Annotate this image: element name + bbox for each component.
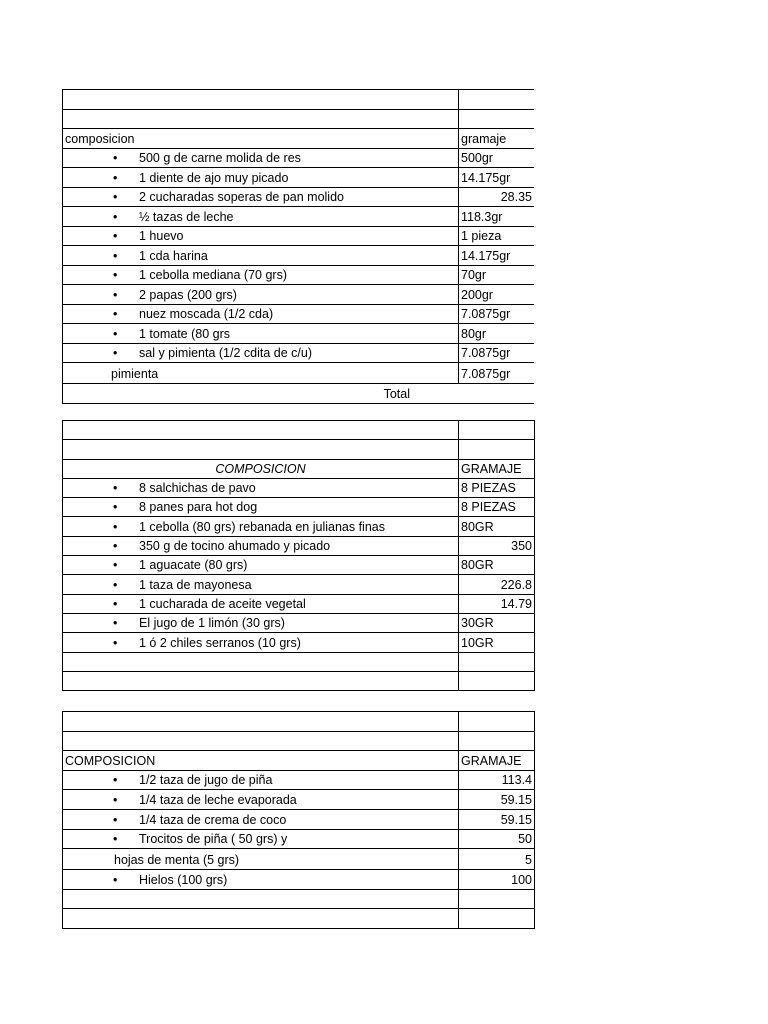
ingredient-cell[interactable] <box>63 343 459 363</box>
ingredient-text: 8 salchichas de pavo <box>139 481 256 496</box>
cell[interactable] <box>459 909 535 929</box>
total-row <box>63 384 535 404</box>
cell[interactable] <box>459 652 535 671</box>
weight-cell[interactable]: 118.3gr <box>459 207 535 227</box>
weight-cell[interactable]: 7.0875gr <box>459 304 535 324</box>
table-row <box>63 633 535 652</box>
empty-row <box>63 712 535 732</box>
bullet-icon: • <box>113 773 118 788</box>
ingredient-text: 1 cda harina <box>139 248 208 263</box>
table-row <box>63 363 535 384</box>
recipe-table-2 <box>62 420 535 691</box>
empty-row <box>63 671 535 690</box>
empty-row <box>63 889 535 909</box>
cell[interactable] <box>63 909 459 929</box>
cell[interactable] <box>459 440 535 459</box>
bullet-icon: • <box>113 792 118 807</box>
bullet-icon: • <box>113 539 118 554</box>
weight-cell[interactable]: 80GR <box>459 556 535 575</box>
table-row <box>63 870 535 890</box>
weight-cell[interactable]: 7.0875gr <box>459 363 535 384</box>
weight-cell[interactable]: 7.0875gr <box>459 343 535 363</box>
table-row <box>63 498 535 517</box>
ingredient-cell[interactable] <box>63 809 459 829</box>
ingredient-cell[interactable] <box>63 556 459 575</box>
header-row <box>63 129 535 149</box>
ingredient-text: 1/4 taza de crema de coco <box>139 812 287 827</box>
ingredient-cell[interactable] <box>63 265 459 285</box>
bullet-icon: • <box>113 209 118 224</box>
weight-header[interactable]: gramaje <box>459 129 535 149</box>
ingredient-cell[interactable] <box>63 478 459 497</box>
bullet-icon: • <box>113 872 118 887</box>
weight-cell[interactable]: 14.175gr <box>459 168 535 188</box>
table-row <box>63 770 535 790</box>
table-row <box>63 168 535 188</box>
ingredient-cell[interactable] <box>63 168 459 188</box>
ingredient-text: 1 cucharada de aceite vegetal <box>139 596 306 611</box>
bullet-icon: • <box>113 481 118 496</box>
table-row <box>63 343 535 363</box>
ingredient-text: 1 diente de ajo muy picado <box>139 170 289 185</box>
weight-cell[interactable]: 5 <box>459 849 535 870</box>
ingredient-text: 1 cebolla (80 grs) rebanada en julianas finas <box>139 519 385 534</box>
cell[interactable] <box>63 90 459 110</box>
weight-cell[interactable]: 28.35 <box>459 187 535 207</box>
ingredient-cell[interactable] <box>63 536 459 555</box>
weight-cell[interactable]: 14.175gr <box>459 246 535 266</box>
total-label[interactable]: Total <box>63 384 535 404</box>
ingredient-text: 1 ó 2 chiles serranos (10 grs) <box>139 635 301 650</box>
ingredient-text: 1 aguacate (80 grs) <box>139 558 248 573</box>
bullet-icon: • <box>113 558 118 573</box>
ingredient-text: 1/2 taza de jugo de piña <box>139 773 273 788</box>
ingredient-cell[interactable] <box>63 246 459 266</box>
table-row <box>63 478 535 497</box>
ingredient-cell[interactable] <box>63 770 459 790</box>
ingredient-text: 500 g de carne molida de res <box>139 151 301 165</box>
table-row <box>63 790 535 810</box>
bullet-icon: • <box>113 577 118 592</box>
bullet-icon: • <box>113 346 118 360</box>
table-row <box>63 575 535 594</box>
weight-cell[interactable]: 59.15 <box>459 790 535 810</box>
weight-cell[interactable]: 500gr <box>459 148 535 168</box>
ingredient-text: 8 panes para hot dog <box>139 500 258 515</box>
weight-cell[interactable]: 70gr <box>459 265 535 285</box>
table-row <box>63 536 535 555</box>
bullet-icon: • <box>113 326 118 341</box>
table-row <box>63 324 535 344</box>
table-row <box>63 148 535 168</box>
ingredient-cell[interactable] <box>63 187 459 207</box>
weight-cell[interactable]: 226.8 <box>459 575 535 594</box>
cell[interactable] <box>63 440 459 459</box>
ingredient-cell[interactable] <box>63 613 459 632</box>
weight-cell[interactable]: 80GR <box>459 517 535 536</box>
bullet-icon: • <box>113 287 118 302</box>
weight-header[interactable]: GRAMAJE <box>459 459 535 478</box>
empty-row <box>63 90 535 110</box>
empty-row <box>63 909 535 929</box>
ingredient-text: 2 papas (200 grs) <box>139 287 237 302</box>
bullet-icon: • <box>113 268 118 282</box>
recipe-table-1 <box>62 89 534 404</box>
ingredient-cell[interactable] <box>63 207 459 227</box>
recipe-table-3 <box>62 711 535 929</box>
empty-row <box>63 731 535 751</box>
weight-cell[interactable]: 80gr <box>459 324 535 344</box>
table-row <box>63 187 535 207</box>
bullet-icon: • <box>113 248 118 263</box>
weight-cell[interactable]: 59.15 <box>459 809 535 829</box>
ingredient-cell[interactable] <box>63 870 459 890</box>
weight-cell[interactable]: 113.4 <box>459 770 535 790</box>
empty-row <box>63 652 535 671</box>
cell[interactable] <box>459 90 535 110</box>
table-row <box>63 613 535 632</box>
bullet-icon: • <box>113 151 118 165</box>
composition-header[interactable]: composicion <box>63 129 459 149</box>
bullet-icon: • <box>113 229 118 243</box>
ingredient-text: Trocitos de piña ( 50 grs) y <box>139 832 288 847</box>
header-row <box>63 751 535 771</box>
table-row <box>63 285 535 305</box>
bullet-icon: • <box>113 170 118 185</box>
weight-cell[interactable]: 200gr <box>459 285 535 305</box>
bullet-icon: • <box>113 616 118 631</box>
table-row <box>63 829 535 849</box>
ingredient-text: sal y pimienta (1/2 cdita de c/u) <box>139 346 312 360</box>
table-row <box>63 207 535 227</box>
bullet-icon: • <box>113 500 118 515</box>
weight-cell[interactable]: 1 pieza <box>459 226 535 246</box>
ingredient-text: 2 cucharadas soperas de pan molido <box>139 190 344 204</box>
cell[interactable] <box>459 421 535 440</box>
weight-cell[interactable]: 100 <box>459 870 535 890</box>
table-row <box>63 809 535 829</box>
cell[interactable] <box>459 712 535 732</box>
cell[interactable] <box>63 712 459 732</box>
ingredient-text: ½ tazas de leche <box>139 209 234 224</box>
ingredient-text: 1 cebolla mediana (70 grs) <box>139 268 287 282</box>
ingredient-cell[interactable] <box>63 285 459 305</box>
bullet-icon: • <box>113 812 118 827</box>
weight-cell[interactable]: 10GR <box>459 633 535 652</box>
composition-header[interactable]: COMPOSICION <box>63 459 459 478</box>
table-row <box>63 517 535 536</box>
ingredient-cell[interactable]: hojas de menta (5 grs) <box>63 849 459 870</box>
ingredient-text: Hielos (100 grs) <box>139 872 228 887</box>
ingredient-cell[interactable] <box>63 633 459 652</box>
table-row <box>63 594 535 613</box>
bullet-icon: • <box>113 832 118 847</box>
bullet-icon: • <box>113 596 118 611</box>
bullet-icon: • <box>113 519 118 534</box>
cell[interactable] <box>63 109 459 129</box>
weight-cell[interactable]: 8 PIEZAS <box>459 478 535 497</box>
ingredient-text: El jugo de 1 limón (30 grs) <box>139 616 285 631</box>
ingredient-cell[interactable] <box>63 790 459 810</box>
cell[interactable] <box>63 652 459 671</box>
empty-row <box>63 109 535 129</box>
ingredient-cell[interactable] <box>63 324 459 344</box>
cell[interactable] <box>459 889 535 909</box>
ingredient-cell[interactable]: pimienta <box>63 363 459 384</box>
ingredient-text: 1 taza de mayonesa <box>139 577 252 592</box>
composition-header[interactable]: COMPOSICION <box>63 751 459 771</box>
empty-row <box>63 440 535 459</box>
weight-cell[interactable]: 50 <box>459 829 535 849</box>
cell[interactable] <box>63 421 459 440</box>
bullet-icon: • <box>113 635 118 650</box>
weight-header[interactable]: GRAMAJE <box>459 751 535 771</box>
bullet-icon: • <box>113 190 118 204</box>
ingredient-text: nuez moscada (1/2 cda) <box>139 307 274 321</box>
bullet-icon: • <box>113 307 118 321</box>
cell[interactable] <box>63 731 459 751</box>
ingredient-cell[interactable] <box>63 226 459 246</box>
empty-row <box>63 421 535 440</box>
ingredient-text: 350 g de tocino ahumado y picado <box>139 539 331 554</box>
table-row <box>63 849 535 870</box>
weight-cell[interactable]: 30GR <box>459 613 535 632</box>
weight-cell[interactable]: 350 <box>459 536 535 555</box>
ingredient-cell[interactable] <box>63 829 459 849</box>
ingredient-cell[interactable] <box>63 517 459 536</box>
ingredient-cell[interactable] <box>63 498 459 517</box>
cell[interactable] <box>459 731 535 751</box>
ingredient-cell[interactable] <box>63 575 459 594</box>
cell[interactable] <box>63 671 459 690</box>
weight-cell[interactable]: 14.79 <box>459 594 535 613</box>
table-row <box>63 556 535 575</box>
ingredient-text: 1 huevo <box>139 229 184 243</box>
header-row <box>63 459 535 478</box>
cell[interactable] <box>63 889 459 909</box>
cell[interactable] <box>459 671 535 690</box>
ingredient-cell[interactable] <box>63 594 459 613</box>
table-row <box>63 265 535 285</box>
ingredient-cell[interactable] <box>63 304 459 324</box>
table-row <box>63 226 535 246</box>
table-row <box>63 246 535 266</box>
weight-cell[interactable]: 8 PIEZAS <box>459 498 535 517</box>
ingredient-text: 1/4 taza de leche evaporada <box>139 792 297 807</box>
ingredient-text: 1 tomate (80 grs <box>139 326 231 341</box>
cell[interactable] <box>459 109 535 129</box>
ingredient-cell[interactable] <box>63 148 459 168</box>
table-row <box>63 304 535 324</box>
